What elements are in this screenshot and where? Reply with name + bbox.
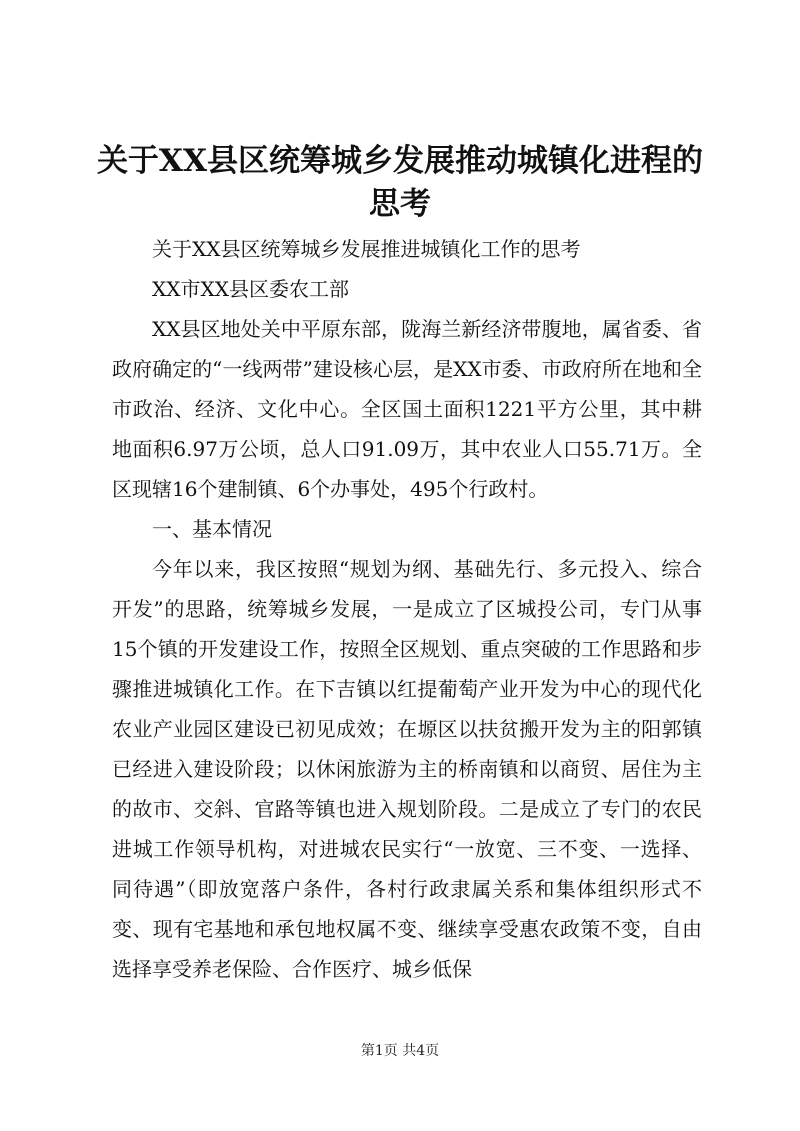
document-body: [112, 229, 702, 989]
page-footer: 第1页 共4页: [360, 1043, 440, 1059]
section-heading: 一、基本情况: [152, 517, 272, 541]
document-title-line-1: 关于XX县区统筹城乡发展推动城镇化进程的: [96, 143, 704, 179]
situation-paragraph: 今年以来，我区按照“规划为纲、基础先行、多元投入、综合开发”的思路，统筹城乡发展，一是成立了区城投公司，专门从事15个镇的开发建设工作，按照全区规划、重点突破的工作思路和步骤推进城镇化工作。在下吉镇以红提葡萄产业开发为中心的现代化农业产业园区建设已初见成效；在塬区以扶贫搬开发为主的阳郭镇已经进入建设阶段；以休闲旅游为主的桥南镇和以商贸、居住为主的故市、交斜、官路等镇也进入规划阶段。二是成立了专门的农民进城工作领导机构，对进城农民实行“一放宽、三不变、一选择、同待遇”（即放宽落户条件，各村行政隶属关系和集体组织形式不变、现有宅基地和承包地权属不变、继续享受惠农政策不变，自由选择享受养老保险、合作医疗、城乡低保: [112, 557, 702, 981]
author-paragraph: XX市XX县区委农工部: [152, 277, 349, 301]
document-title-line-2: 思考: [369, 186, 431, 222]
subtitle-paragraph: 关于XX县区统筹城乡发展推进城镇化工作的思考: [152, 237, 581, 261]
intro-paragraph: XX县区地处关中平原东部，陇海兰新经济带腹地，属省委、省政府确定的“一线两带”建设核心层，是XX市委、市政府所在地和全市政治、经济、文化中心。全区国土面积1221平方公里，其中耕地面积6.97万公顷，总人口91.09万，其中农业人口55.71万。全区现辖16个建制镇、6个办事处，495个行政村。: [112, 317, 702, 501]
